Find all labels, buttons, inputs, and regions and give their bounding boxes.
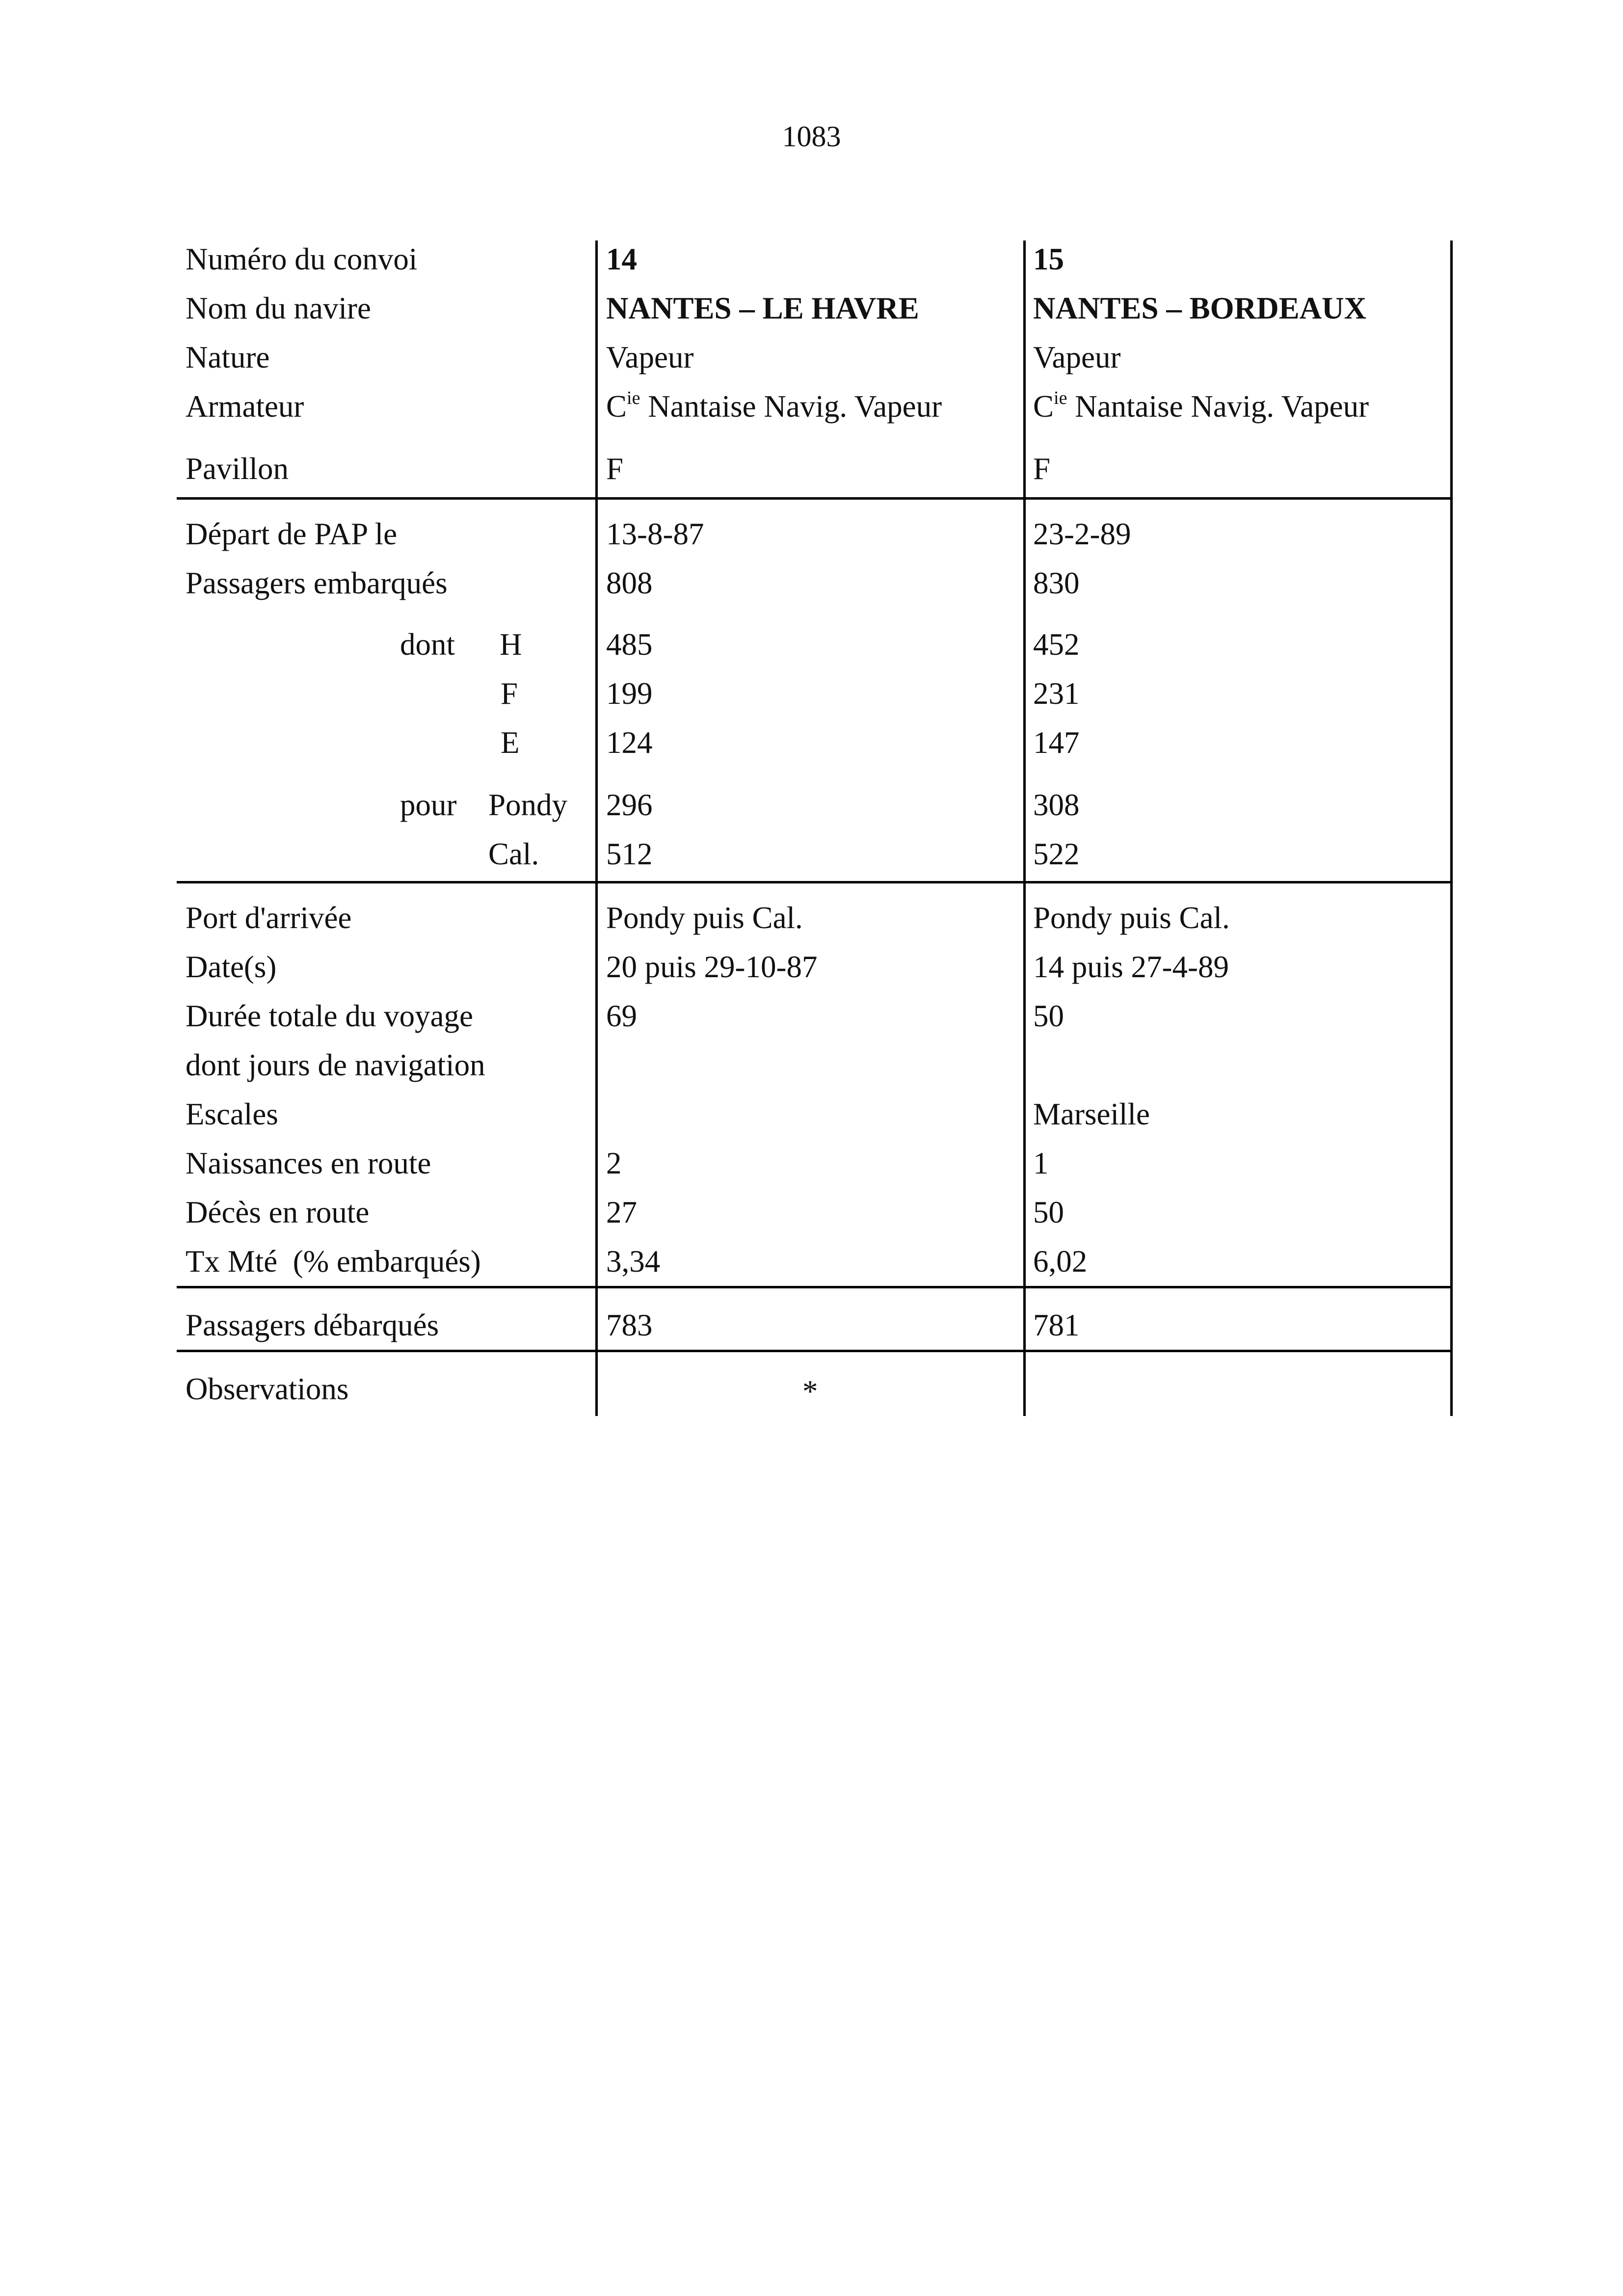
convoi-15-h: 452	[1033, 627, 1080, 662]
section-rule-2	[177, 881, 1453, 883]
label-pondy: Pondy	[488, 788, 568, 822]
convoi-15-passagers-embarques: 830	[1033, 566, 1080, 600]
label-nature: Nature	[186, 340, 270, 374]
convoi-14-pondy: 296	[606, 788, 653, 822]
label-pour: pour	[400, 788, 457, 822]
convoi-15-escales: Marseille	[1033, 1097, 1150, 1131]
convoi-15-nom: NANTES – BORDEAUX	[1033, 291, 1367, 325]
convoi-14-pavillon: F	[606, 452, 624, 486]
convoi-15-depart: 23-2-89	[1033, 517, 1131, 551]
convoi-15-passagers-debarques: 781	[1033, 1308, 1080, 1342]
column-rule-1	[595, 240, 598, 1416]
convoi-14-tx-mte: 3,34	[606, 1244, 661, 1279]
convoi-14-nature: Vapeur	[606, 340, 694, 374]
label-jours-nav: dont jours de navigation	[186, 1048, 485, 1082]
section-rule-1	[177, 497, 1453, 500]
label-deces: Décès en route	[186, 1195, 370, 1229]
convoi-14-f: 199	[606, 676, 653, 711]
convoi-14-passagers-debarques: 783	[606, 1308, 653, 1342]
convoi-14-port-arrivee: Pondy puis Cal.	[606, 901, 803, 935]
label-pavillon: Pavillon	[186, 452, 289, 486]
convoi-14-naissances: 2	[606, 1146, 622, 1180]
label-passagers-embarques: Passagers embarqués	[186, 566, 448, 600]
label-depart: Départ de PAP le	[186, 517, 398, 551]
label-h: H	[500, 627, 522, 662]
convoi-14-cal: 512	[606, 837, 653, 871]
label-port-arrivee: Port d'arrivée	[186, 901, 352, 935]
convoi-14-armateur: $C^{ie}$ Nantaise Navig. Vapeur	[606, 388, 942, 424]
convoi-15-deces: 50	[1033, 1195, 1064, 1229]
convoi-15-nature: Vapeur	[1033, 340, 1121, 374]
label-dates: Date(s)	[186, 950, 277, 984]
convoi-15-cal: 522	[1033, 837, 1080, 871]
convoi-15-tx-mte: 6,02	[1033, 1244, 1088, 1279]
label-dont: dont	[400, 627, 455, 662]
section-rule-4	[177, 1350, 1453, 1352]
convoi-14-observations: *	[802, 1374, 818, 1409]
label-nom: Nom du navire	[186, 291, 371, 325]
convoi-14-passagers-embarques: 808	[606, 566, 653, 600]
section-rule-3	[177, 1286, 1453, 1288]
label-cal: Cal.	[488, 837, 539, 871]
convoi-15-duree: 50	[1033, 999, 1064, 1033]
convoi-15-port-arrivee: Pondy puis Cal.	[1033, 901, 1230, 935]
label-tx-mte: Tx Mté (% embarqués)	[186, 1244, 481, 1279]
label-naissances: Naissances en route	[186, 1146, 431, 1180]
convoi-14-dates: 20 puis 29-10-87	[606, 950, 818, 984]
convoi-14-numero: 14	[606, 242, 637, 276]
column-rule-2	[1023, 240, 1026, 1416]
convoi-14-nom: NANTES – LE HAVRE	[606, 291, 919, 325]
label-armateur: Armateur	[186, 389, 304, 424]
convoi-15-dates: 14 puis 27-4-89	[1033, 950, 1229, 984]
convoi-14-duree: 69	[606, 999, 637, 1033]
convoi-15-pondy: 308	[1033, 788, 1080, 822]
label-observations: Observations	[186, 1372, 349, 1406]
convoi-15-pavillon: F	[1033, 452, 1051, 486]
convoi-15-numero: 15	[1033, 242, 1064, 276]
label-numero: Numéro du convoi	[186, 242, 418, 276]
convoi-15-naissances: 1	[1033, 1146, 1049, 1180]
convoi-15-e: 147	[1033, 725, 1080, 760]
convoi-15-f: 231	[1033, 676, 1080, 711]
convoi-14-depart: 13-8-87	[606, 517, 704, 551]
convoi-14-e: 124	[606, 725, 653, 760]
label-escales: Escales	[186, 1097, 278, 1131]
convoi-14-deces: 27	[606, 1195, 637, 1229]
convoi-14-h: 485	[606, 627, 653, 662]
label-e: E	[501, 725, 520, 760]
page-number: 1083	[782, 120, 841, 153]
label-f: F	[501, 676, 518, 711]
convoi-15-armateur: $C^{ie}$ Nantaise Navig. Vapeur	[1033, 388, 1369, 424]
label-passagers-debarques: Passagers débarqués	[186, 1308, 439, 1342]
column-rule-3	[1450, 240, 1453, 1416]
label-duree: Durée totale du voyage	[186, 999, 474, 1033]
